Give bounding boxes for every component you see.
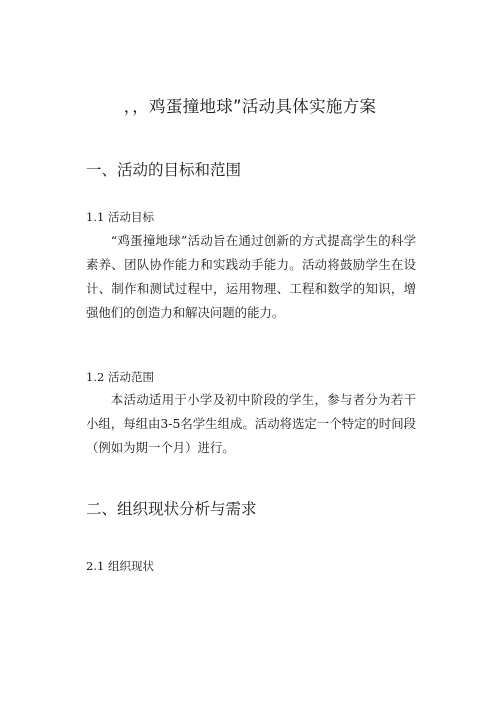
subsection-heading-1-2: 1.2 活动范围 bbox=[86, 370, 154, 384]
section-heading-1: 一、活动的目标和范围 bbox=[86, 161, 242, 179]
subsection-heading-2-1: 2.1 组织现状 bbox=[86, 559, 154, 573]
document-title: ，，鸡蛋撞地球”活动具体实施方案 bbox=[123, 97, 377, 116]
section-heading-2: 二、组织现状分析与需求 bbox=[86, 500, 257, 518]
paragraph-activity-goal: “鸡蛋撞地球”活动旨在通过创新的方式提高学生的科学素养、团队协作能力和实践动手能力。活动将鼓励学生在设计、制作和测试过程中，运用物理、工程和数学的知识，增强他们的创造力和解决问题的能力。 bbox=[86, 233, 416, 320]
subsection-heading-1-1: 1.1 活动目标 bbox=[86, 210, 154, 224]
paragraph-activity-scope: 本活动适用于小学及初中阶段的学生，参与者分为若干小组，每组由3-5名学生组成。活动将选定一个特定的时间段（例如为期一个月）进行。 bbox=[86, 392, 416, 455]
